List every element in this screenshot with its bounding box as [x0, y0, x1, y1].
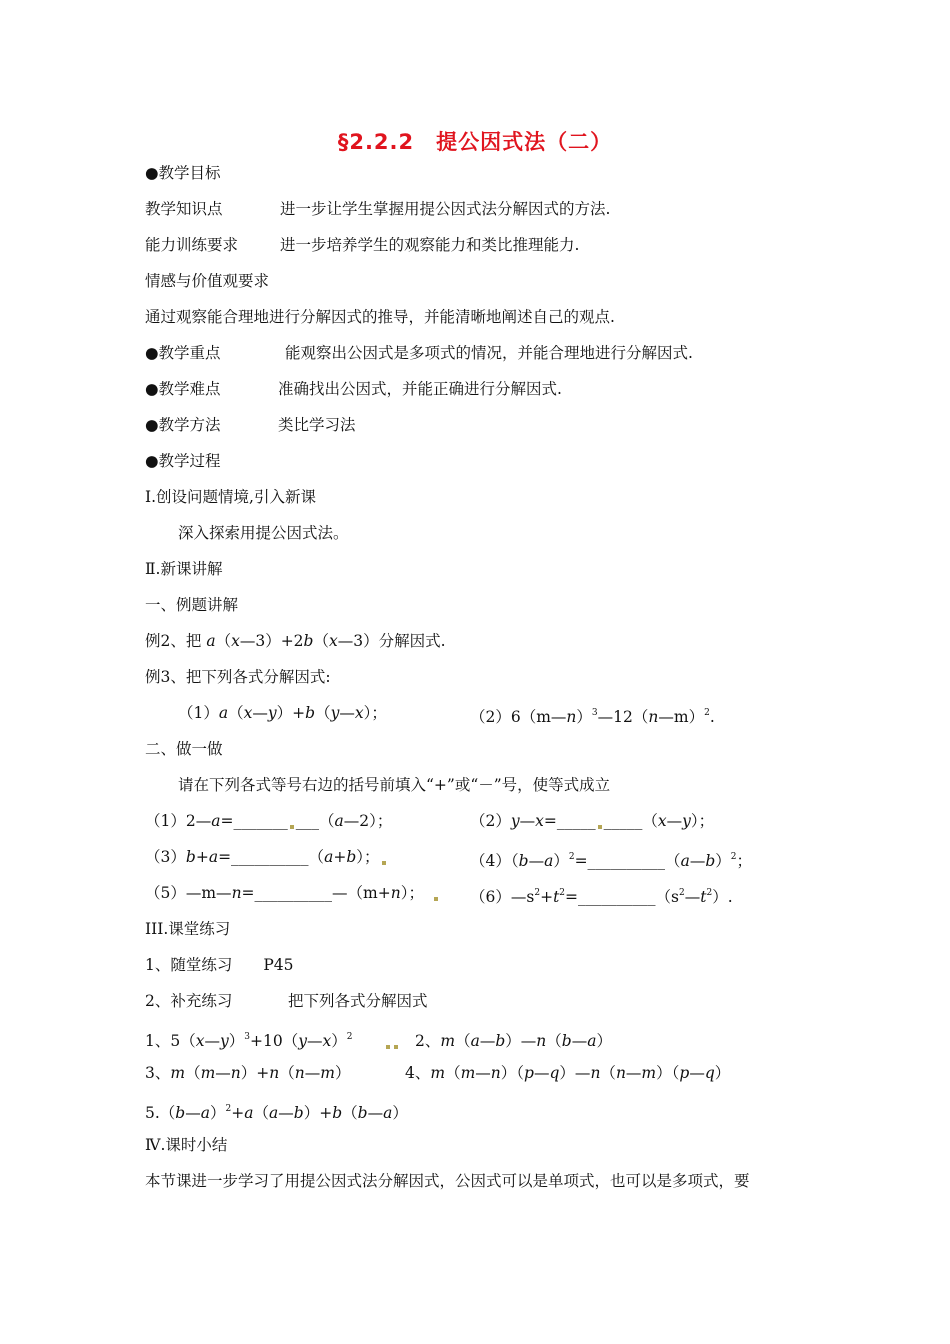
section4-heading: Ⅳ.课时小结	[145, 1136, 228, 1154]
section1-text: 深入探索用提公因式法。	[178, 524, 349, 542]
try-heading: 二、做一做	[145, 740, 223, 758]
try-item-5: （5）—m—n=__________—（m+n）；	[145, 883, 440, 903]
section3-heading: III.课堂练习	[145, 920, 231, 938]
try-item-6: $(6)—s^2+t^2=\_\_\_\_\_\_\_\_\_\_(s^2—t^2)$.	[470, 888, 733, 906]
exercise-5: 5.（b—a）$^2$+a（a—b）+b（b—a）	[145, 1104, 408, 1122]
try-item-3: （3）b+a=__________（a+b）；	[145, 847, 388, 867]
mark-dot	[386, 1045, 390, 1049]
section2-heading: Ⅱ.新课讲解	[145, 560, 223, 578]
try-item-4: （4）（b—a）$^2$=__________（a—b）$^2$；	[470, 852, 753, 870]
difficulty-label: ●教学难点	[145, 380, 221, 398]
example-3-item-1: （1）a（x—y）+b（y—x）；	[178, 704, 387, 722]
emotion-text: 通过观察能合理地进行分解因式的推导，并能清晰地阐述自己的观点.	[145, 308, 615, 326]
process-label: ●教学过程	[145, 452, 221, 470]
difficulty-text: 准确找出公因式，并能正确进行分解因式.	[278, 380, 562, 398]
summary-text: 本节课进一步学习了用提公因式法分解因式，公因式可以是单项式，也可以是多项式，要	[145, 1172, 750, 1190]
example-2-label: 例2、把	[145, 632, 202, 650]
exercise-3: 3、m（m—n）+n（n—m）	[145, 1064, 351, 1082]
mark-dot	[598, 825, 602, 829]
method-text: 类比学习法	[278, 416, 356, 434]
ability-label: 能力训练要求	[145, 236, 239, 254]
example-2-expression: a（x—3）+2b（x—3）	[206, 632, 379, 650]
goals-heading: ●教学目标	[145, 164, 221, 182]
example-3: 例3、把下列各式分解因式:	[145, 668, 331, 686]
practice-1: 1、随堂练习 P45	[145, 956, 294, 974]
emotion-label: 情感与价值观要求	[145, 272, 270, 290]
try-item-1: （1）2—a=_______ ___（a—2）；	[145, 812, 393, 830]
method-label: ●教学方法	[145, 416, 221, 434]
knowledge-label: 教学知识点	[145, 200, 223, 218]
knowledge-row	[145, 199, 223, 219]
example-2-tail: 分解因式.	[378, 632, 446, 650]
examples-heading: 一、例题讲解	[145, 596, 239, 614]
page-title: §2.2.2 提公因式法（二）	[337, 130, 613, 154]
mark-dot	[394, 1045, 398, 1049]
try-item-2: （2）y—x=_____ _____（x—y）；	[470, 812, 715, 830]
example-2	[145, 631, 446, 651]
section1-heading: Ⅰ.创设问题情境,引入新课	[145, 488, 316, 506]
mark-dot	[290, 825, 294, 829]
exercise-1: 1、5（x—y）$^3$+10（y—x）$^2$ 2、m（a—b）—n（b—a）	[145, 1032, 612, 1050]
key-label: ●教学重点	[145, 344, 221, 362]
practice-2-text: 把下列各式分解因式	[288, 992, 428, 1010]
practice-2-label: 2、补充练习	[145, 992, 233, 1010]
mark-dot	[382, 861, 386, 865]
try-instructions: 请在下列各式等号右边的括号前填入“+”或“－”号，使等式成立	[178, 776, 611, 794]
mark-dot	[434, 897, 438, 901]
ability-text: 进一步培养学生的观察能力和类比推理能力.	[280, 236, 580, 254]
knowledge-text: 进一步让学生掌握用提公因式法分解因式的方法.	[280, 200, 611, 218]
exercise-4: 4、m（m—n）（p—q）—n（n—m）（p—q）	[405, 1064, 731, 1082]
key-text: 能观察出公因式是多项式的情况，并能合理地进行分解因式.	[285, 344, 693, 362]
example-3-item-2: （2）6（m—n）$^3$—12（n—m）$^2$.	[470, 708, 715, 726]
